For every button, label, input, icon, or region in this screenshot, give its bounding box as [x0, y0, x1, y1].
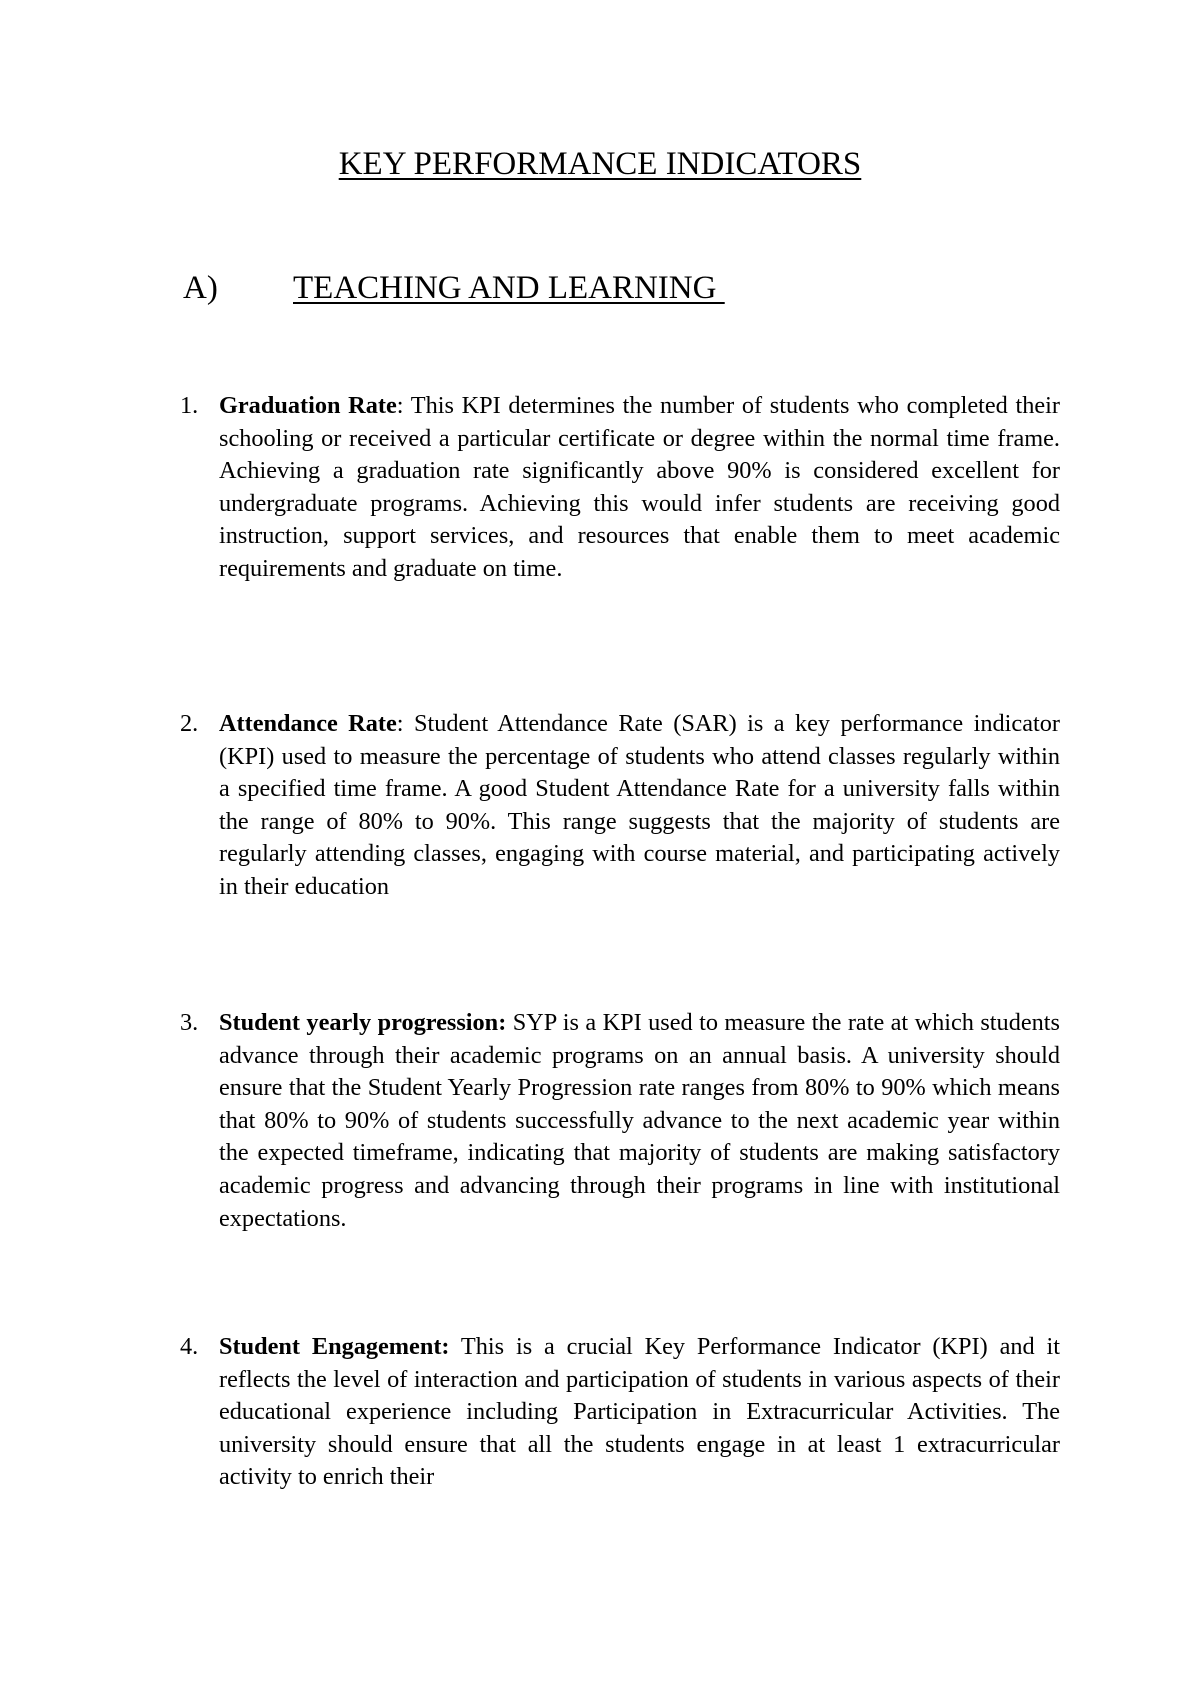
list-number: 2.: [180, 710, 199, 737]
kpi-item-body: [219, 390, 1060, 586]
section-title: TEACHING AND LEARNING: [293, 270, 725, 306]
list-number: 3.: [180, 1009, 199, 1036]
kpi-item-student-yearly-progression: [180, 1007, 1060, 1235]
document-title: KEY PERFORMANCE INDICATORS: [338, 146, 862, 182]
kpi-term: Student Engagement:: [219, 1333, 450, 1360]
list-number: 4.: [180, 1333, 199, 1360]
kpi-term: Attendance Rate: [219, 710, 397, 737]
kpi-item-body: [219, 1007, 1060, 1235]
kpi-description: This KPI determines the number of students who completed their schooling or received a particular certificate or degree within the normal time frame. Achieving a graduation rate significantly above 90% is considered excellent for undergraduate programs. Achieving this would infer students are receiving good instruction, support services, and resources that enable them to meet academic requirements and graduate on time.: [219, 392, 1061, 582]
kpi-item-body: [219, 708, 1060, 904]
kpi-item-body: [219, 1331, 1060, 1494]
kpi-term: Graduation Rate: [219, 392, 397, 419]
kpi-description: Student Attendance Rate (SAR) is a key performance indicator (KPI) used to measure the percentage of students who attend classes regularly within a specified time frame. A good Student Attendance Rate for a university falls within the range of 80% to 90%. This range suggests that the majority of students are regularly attending classes, engaging with course material, and participating actively in their education: [219, 710, 1060, 900]
kpi-item-attendance-rate: [180, 708, 1060, 904]
section-label: A): [183, 270, 218, 306]
kpi-description: This is a crucial Key Performance Indicator (KPI) and it reflects the level of interaction and participation of students in various aspects of their educational experience including Participation in Extracurricular Activities. The university should ensure that all the students engage in at least 1 extracurricular activity to enrich their: [219, 1333, 1060, 1491]
kpi-item-graduation-rate: [180, 390, 1060, 586]
section-heading: [183, 270, 1083, 307]
kpi-term-separator: :: [396, 710, 404, 737]
list-number: 1.: [180, 392, 199, 419]
kpi-term: Student yearly progression:: [219, 1009, 507, 1036]
kpi-item-student-engagement: [180, 1331, 1060, 1494]
kpi-term-separator: :: [396, 392, 404, 419]
kpi-description: SYP is a KPI used to measure the rate at which students advance through their academic programs on an annual basis. A university should ensure that the Student Yearly Progression rate ranges from 80% to 90% which means that 80% to 90% of students successfully advance to the next academic year within the expected timeframe, indicating that majority of students are making satisfactory academic progress and advancing through their programs in line with institutional expectations.: [219, 1009, 1060, 1232]
